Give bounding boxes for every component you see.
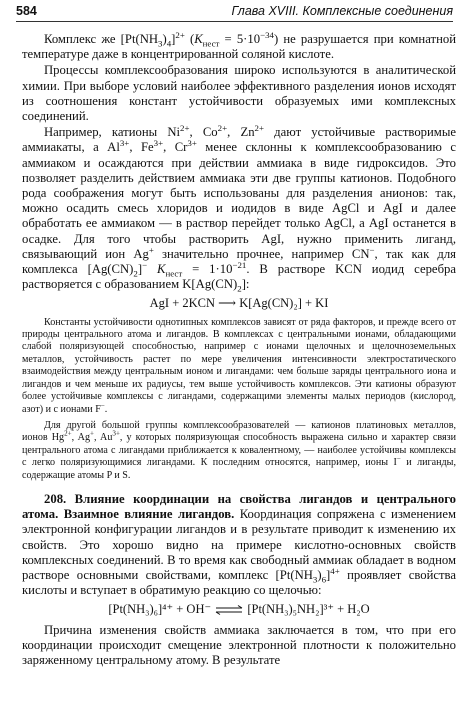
equilibrium-arrow-icon [214,605,244,615]
header-rule [16,21,453,22]
paragraph: Процессы комплексообразования широко используются в аналитической химии. При выборе условий наиболее эффективного разделения ионов исходят из соотношения констант устойчивости образуемых ими комплексных соединений. [22,63,456,124]
page-number: 584 [16,4,37,18]
paragraph: Например, катионы $Ni^{2+}$, $Co^{2+}$, $Zn^{2+}$ дают устойчивые растворимые аммиакаты, а $Al^{3+}$, $Fe^{3+}$, $Cr^{3+}$ менее склонны к комплексообразованию с аммиаком и осаждаются при действии аммиака в виде гидроксидов. Это позволяет разделить действием аммиака эти две группы катионов. Подобного рода соображения могут быть использованы для разделения анионов: так, можно осадить смесь хлоридов и иодидов в виде AgCl и AgI и далее обработать ее аммиаком — в раствор перейдет только AgCl, а AgI останется в осадке. Для того чтобы растворить AgI, нужно применить лиганд, связывающий ион Ag+ значительно прочнее, например CN−, так как для комплекса $[Ag(CN)_2]^-$ $K_{нест} = 1\cdot 10^{-21}$. В растворе KCN иодид серебра растворяется с образованием $K[Ag(CN)_2]$: [22,122,456,294]
small-print-paragraph: Константы устойчивости однотипных комплексов зависят от ряда факторов, и прежде всего от природы центрального атома и лигандов. В комплексах с центральными ионами, обладающими слабой поляризующей способностью, например с ионами щелочных и щелочноземельных металлов, устойчивость растет по мере увеличения интенсивности электростатического взаимодействия между центральным ионом и лигандами: чем больше заряды центрального иона и лигандов и чем меньше их радиусы, тем выше устойчивость комплексов. Эти катионы образуют более устойчивые комплексы с лигандами, содержащими элементы малых периодов (кислород, азот) и с ионами F−. [22,316,456,415]
section-title: Влияние координации на свойства лигандов и центрального атома. Взаимное влияние лигандов. [22,491,456,522]
equation-right-side: [Pt(NH₃)₅NH₂]³⁺ + H₂O [247,602,370,617]
equation-left-side: [Pt(NH₃)₆]⁴⁺ + OH⁻ [108,602,212,617]
equation-equilibrium [22,602,456,617]
section-number: 208. [44,491,67,506]
running-title: Глава XVIII. Комплексные соединения [231,4,453,18]
page-header [16,4,453,20]
page-body [22,29,457,668]
paragraph: Комплекс же $[Pt(NH_3)_4]^{2+}$ $(K_{нест} = 5\cdot 10^{-34})$ не разрушается при комнатной температуре даже в концентрированной соляной кислоте. [22,29,456,62]
paragraph: Причина изменения свойств аммиака заключается в том, что при его координации происходит смещение электронной плотности к положительно заряженному центральному атому. В результате [22,622,456,667]
section-paragraph: 208. Влияние координации на свойства лигандов и центрального атома. Взаимное влияние лигандов. Координация сопряжена с изменением электронной конфигурации лигандов и в результате приводит к изменению их свойств. Это хорошо видно на примере кислотно-основных свойств комплексных соединений. В то время как свободный аммиак обладает в водном растворе основными свойствами, комплекс $[Pt(NH_3)_6]^{4+}$ проявляет свойства кислоты и вступает в обратимую реакцию со щелочью: [22,491,457,598]
small-print-paragraph: Для другой большой группы комплексообразователей — катионов платиновых металлов, ионов $Hg^{2+}$, Ag+, $Au^{3+}$, у которых поляризующая способность выражена сильно и характер связи центрального атома с лигандами приближается к ковалентному, — наиболее устойчивы комплексы с легко поляризующимися лигандами. К последним относятся, например, ионы I− и лиганды, содержащие атомы P и S. [22,419,457,481]
equation-agi-kcn: AgI + 2KCN ⟶ K[Ag(CN)₂] + KI [149,296,329,311]
